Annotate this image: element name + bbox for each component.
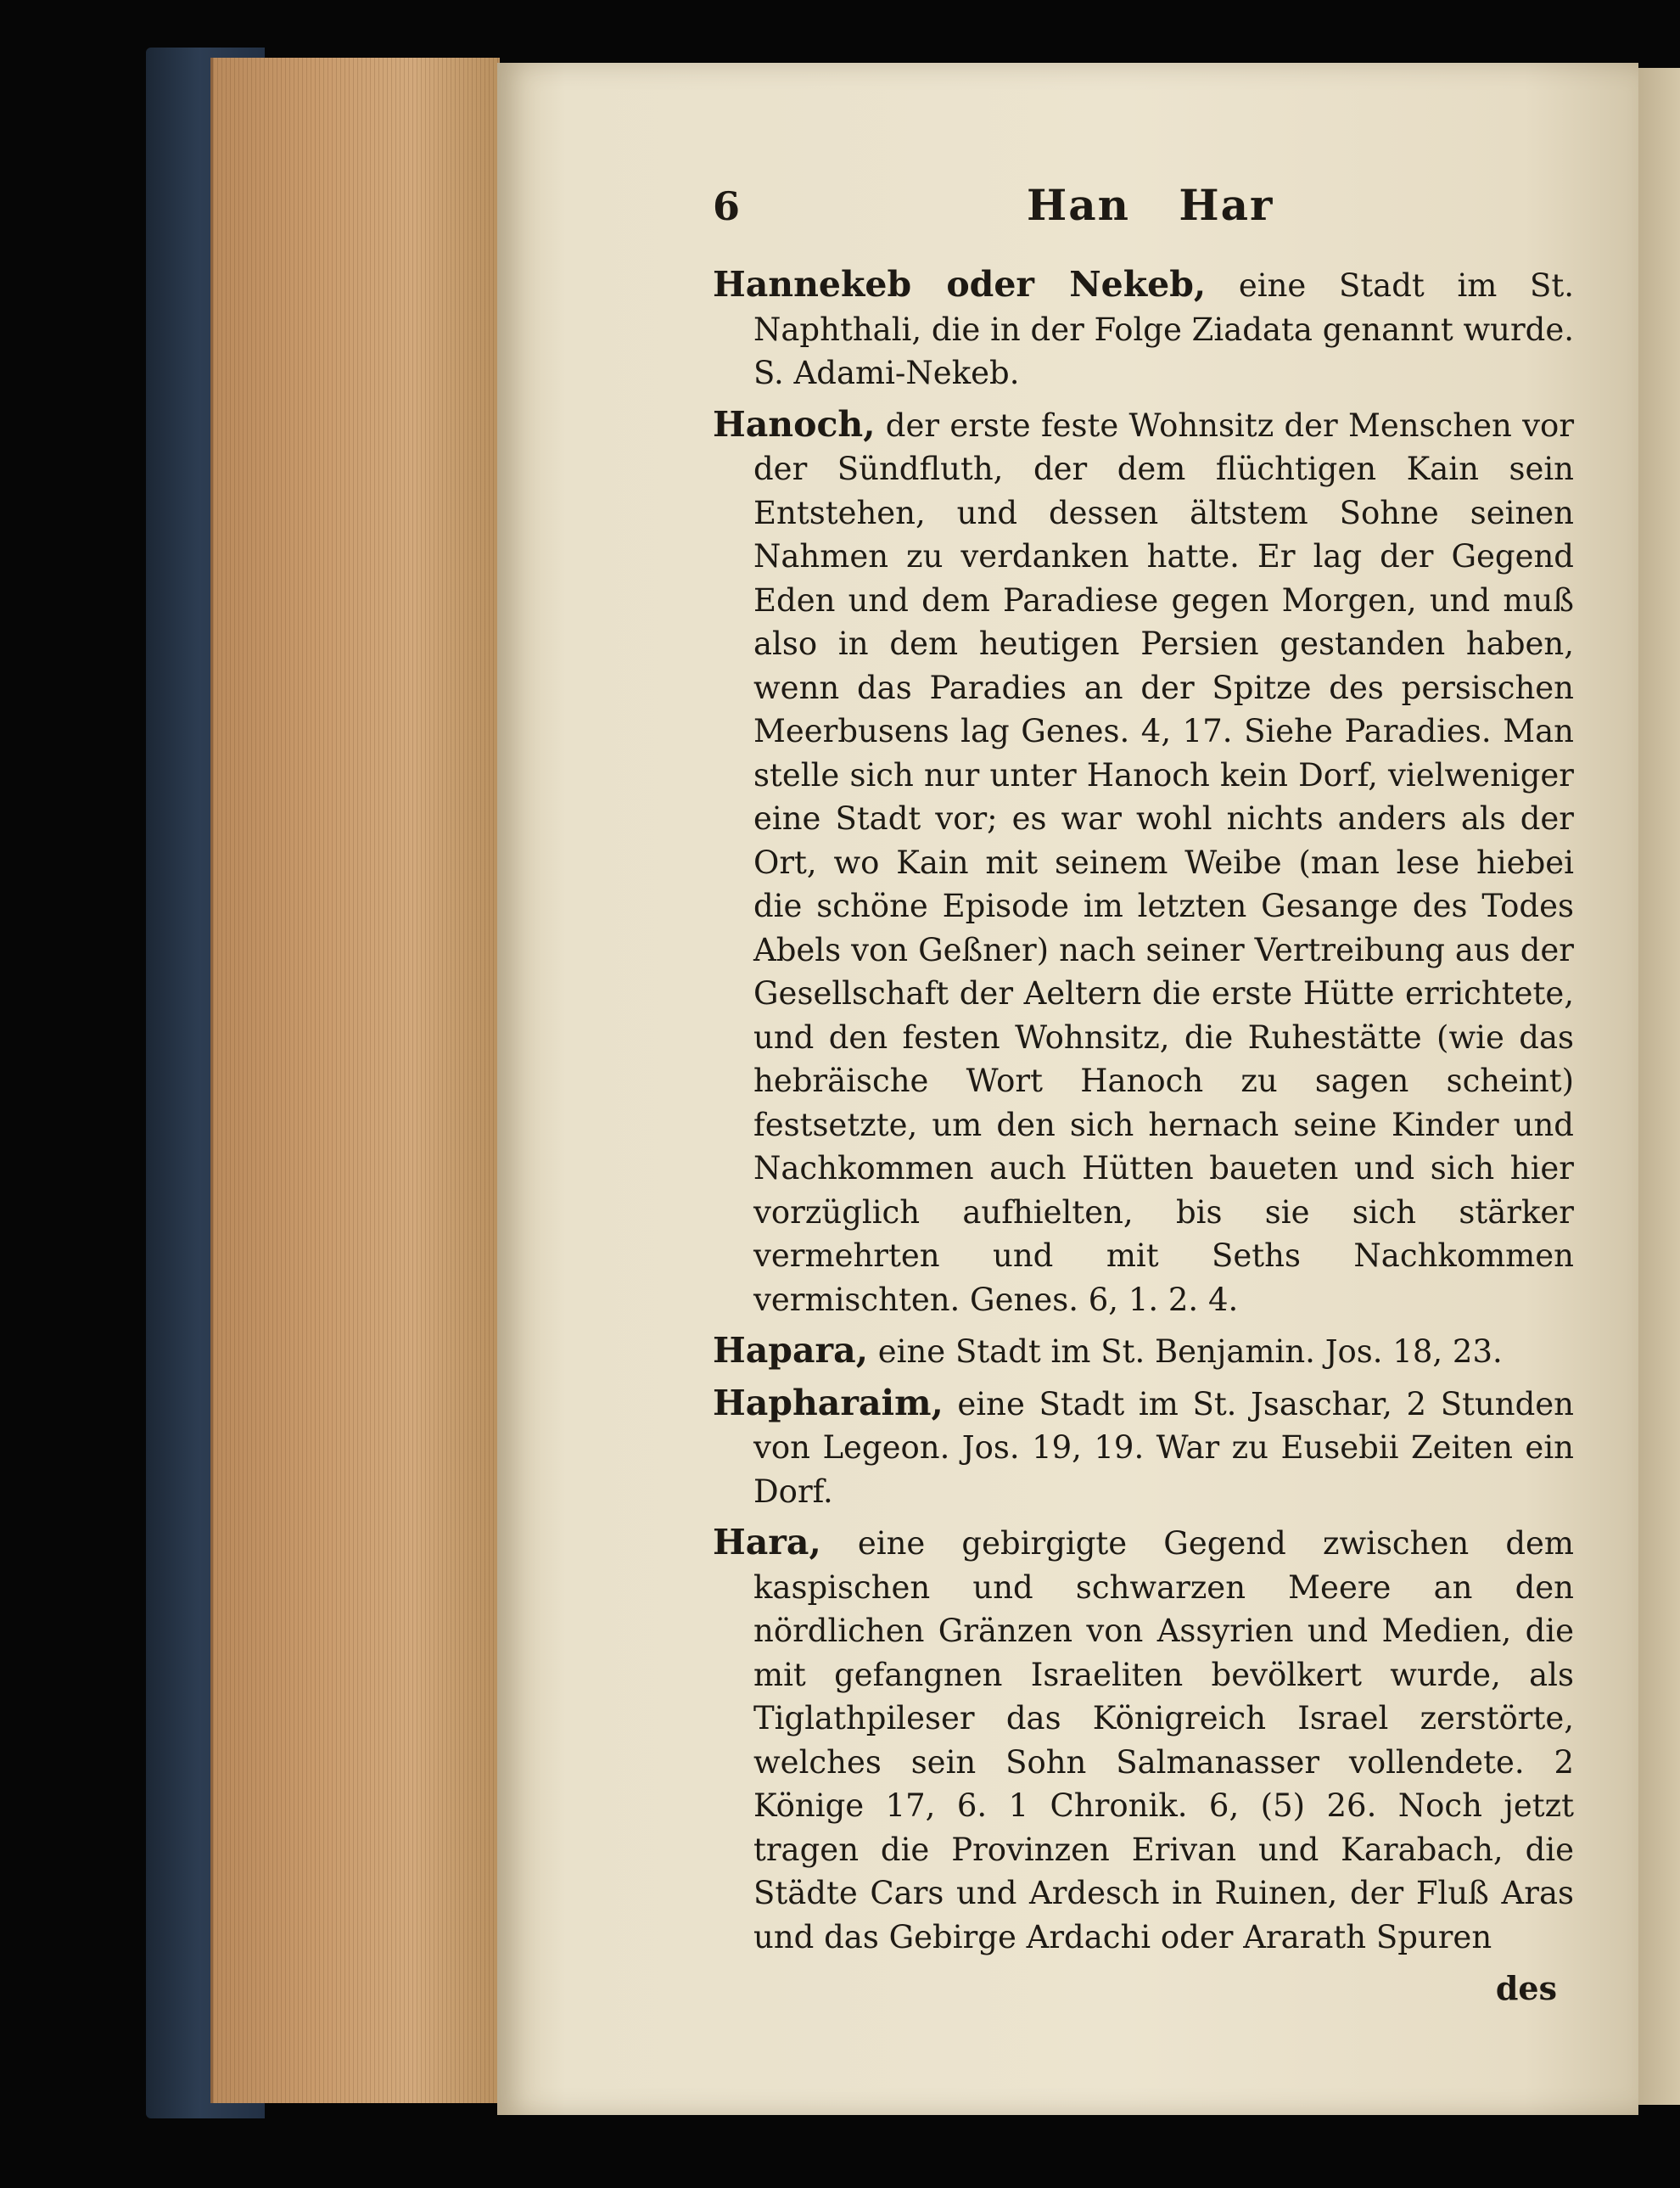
headword: Hapara, xyxy=(713,1330,868,1371)
entry-text: eine gebirgigte Gegend zwischen dem kaspischen und schwarzen Meere an den nördlichen Gränzen von Assyrien und Medien, die mit gefangnen Israeliten bevölkert wurde, als Tiglathpileser das Königreich Israel zerstörte, welches sein Sohn Salmanasser vollendete. 2 Könige 17, 6. 1 Chronik. 6, (5) 26. Noch jetzt tragen die Provinzen Erivan und Karabach, die Städte Cars und Ardesch in Ruinen, der Fluß Aras und das Gebirge Ardachi oder Ararath Spuren xyxy=(753,1525,1574,1955)
entry-hapharaim xyxy=(713,1382,1574,1514)
catchword: des xyxy=(1495,1969,1557,2007)
headword: Hannekeb oder Nekeb, xyxy=(713,264,1207,305)
headword: Hara, xyxy=(713,1522,821,1562)
entry-hapara xyxy=(713,1329,1574,1374)
running-head: Han Har xyxy=(1027,180,1274,230)
facing-page-edge xyxy=(1638,68,1680,2105)
entry-hanoch xyxy=(713,403,1574,1322)
entry-text: eine Stadt im St. Benjamin. Jos. 18, 23. xyxy=(877,1333,1503,1370)
page-edges xyxy=(210,58,500,2103)
page-number: 6 xyxy=(713,183,741,229)
page-header xyxy=(713,178,1574,253)
entry-hannekeb xyxy=(713,263,1574,396)
entry-text: eine Stadt im St. Jsaschar, 2 Stunden von Legeon. Jos. 19, 19. War zu Eusebii Zeiten ein Dorf. xyxy=(753,1385,1575,1510)
entry-text: der erste feste Wohnsitz der Menschen vor der Sündfluth, der dem flüchtigen Kain sein Entstehen, und dessen ältstem Sohne seinen Nahmen zu verdanken hatte. Er lag der Gegend Eden und dem Paradiese gegen Morgen, und muß also in dem heutigen Persien gestanden haben, wenn das Paradies an der Spitze des persischen Meerbusens lag Genes. 4, 17. Siehe Paradies. Man stelle sich nur unter Hanoch kein Dorf, vielweniger eine Stadt vor; es war wohl nichts anders als der Ort, wo Kain mit seinem Weibe (man lese hiebei die schöne Episode im letzten Gesange des Todes Abels von Geßner) nach seiner Vertreibung aus der Gesellschaft der Aeltern die erste Hütte errichtete, und den festen Wohnsitz, die Ruhestätte (wie das hebräische Wort Hanoch zu sagen scheint) festsetzte, um den sich hernach seine Kinder und Nachkommen auch Hütten baueten und sich hier vorzüglich aufhielten, bis sie sich stärker vermehrten und mit Seths Nachkommen vermischten. Genes. 6, 1. 2. 4. xyxy=(753,407,1575,1318)
entry-hara xyxy=(713,1521,1574,1959)
page-text xyxy=(713,178,1574,2011)
headword: Hanoch, xyxy=(713,403,876,445)
entry-text: eine Stadt im St. Naphthali, die in der Folge Ziadata genannt wurde. S. Adami-Nekeb. xyxy=(753,267,1574,391)
headword: Hapharaim, xyxy=(713,1382,944,1423)
